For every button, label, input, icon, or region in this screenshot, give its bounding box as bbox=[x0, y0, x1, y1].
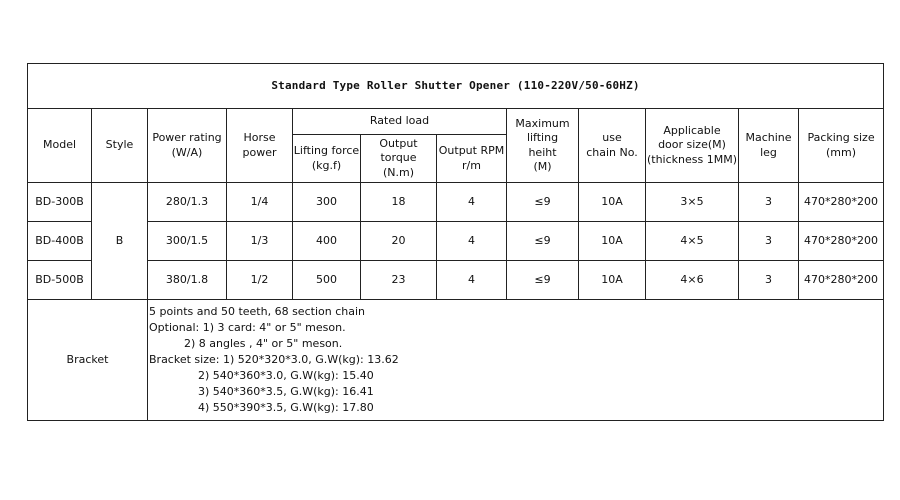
cell-rpm: 4 bbox=[437, 183, 507, 222]
cell-leg: 3 bbox=[739, 261, 799, 300]
cell-chain: 10A bbox=[579, 183, 646, 222]
cell-torque: 18 bbox=[361, 183, 437, 222]
header-lifting-force: Lifting force (kg.f) bbox=[293, 135, 361, 183]
cell-power: 300/1.5 bbox=[148, 222, 227, 261]
cell-chain: 10A bbox=[579, 261, 646, 300]
bracket-note-line: 5 points and 50 teeth, 68 section chain bbox=[149, 305, 365, 318]
cell-style: B bbox=[92, 183, 148, 300]
cell-torque: 23 bbox=[361, 261, 437, 300]
header-door-size: Applicable door size(M) (thickness 1MM) bbox=[646, 109, 739, 183]
cell-hp: 1/3 bbox=[227, 222, 293, 261]
table-row bbox=[28, 183, 884, 222]
header-style: Style bbox=[92, 109, 148, 183]
cell-packing: 470*280*200 bbox=[799, 183, 884, 222]
header-packing-size: Packing size (mm) bbox=[799, 109, 884, 183]
bracket-note-line: 3) 540*360*3.5, G.W(kg): 16.41 bbox=[149, 385, 374, 398]
header-use-chain: use chain No. bbox=[579, 109, 646, 183]
header-model: Model bbox=[28, 109, 92, 183]
cell-door: 4×5 bbox=[646, 222, 739, 261]
cell-hp: 1/4 bbox=[227, 183, 293, 222]
cell-hp: 1/2 bbox=[227, 261, 293, 300]
cell-height: ≤9 bbox=[507, 261, 579, 300]
bracket-note-line: 2) 8 angles , 4" or 5" meson. bbox=[149, 337, 343, 350]
bracket-notes bbox=[148, 300, 884, 421]
header-horse-power: Horse power bbox=[227, 109, 293, 183]
header-rated-load: Rated load bbox=[293, 109, 507, 135]
cell-model: BD-300B bbox=[28, 183, 92, 222]
cell-power: 280/1.3 bbox=[148, 183, 227, 222]
cell-height: ≤9 bbox=[507, 183, 579, 222]
bracket-note-line: Bracket size: 1) 520*320*3.0, G.W(kg): 13.62 bbox=[149, 353, 399, 366]
cell-packing: 470*280*200 bbox=[799, 261, 884, 300]
header-power-rating: Power rating (W/A) bbox=[148, 109, 227, 183]
table-row bbox=[28, 222, 884, 261]
bracket-note-line: 4) 550*390*3.5, G.W(kg): 17.80 bbox=[149, 401, 374, 414]
cell-leg: 3 bbox=[739, 183, 799, 222]
cell-door: 3×5 bbox=[646, 183, 739, 222]
cell-force: 500 bbox=[293, 261, 361, 300]
table-row bbox=[28, 261, 884, 300]
cell-power: 380/1.8 bbox=[148, 261, 227, 300]
cell-model: BD-500B bbox=[28, 261, 92, 300]
cell-packing: 470*280*200 bbox=[799, 222, 884, 261]
cell-model: BD-400B bbox=[28, 222, 92, 261]
header-machine-leg: Machine leg bbox=[739, 109, 799, 183]
cell-height: ≤9 bbox=[507, 222, 579, 261]
cell-rpm: 4 bbox=[437, 222, 507, 261]
header-output-rpm: Output RPM r/m bbox=[437, 135, 507, 183]
bracket-label: Bracket bbox=[28, 300, 148, 421]
cell-force: 300 bbox=[293, 183, 361, 222]
spec-table bbox=[27, 63, 884, 421]
cell-force: 400 bbox=[293, 222, 361, 261]
header-output-torque: Output torque (N.m) bbox=[361, 135, 437, 183]
cell-leg: 3 bbox=[739, 222, 799, 261]
cell-chain: 10A bbox=[579, 222, 646, 261]
cell-torque: 20 bbox=[361, 222, 437, 261]
table-title: Standard Type Roller Shutter Opener (110-220V/50-60HZ) bbox=[28, 64, 884, 109]
cell-rpm: 4 bbox=[437, 261, 507, 300]
cell-door: 4×6 bbox=[646, 261, 739, 300]
header-max-lifting: Maximum lifting heiht (M) bbox=[507, 109, 579, 183]
bracket-note-line: Optional: 1) 3 card: 4" or 5" meson. bbox=[149, 321, 346, 334]
bracket-note-line: 2) 540*360*3.0, G.W(kg): 15.40 bbox=[149, 369, 374, 382]
